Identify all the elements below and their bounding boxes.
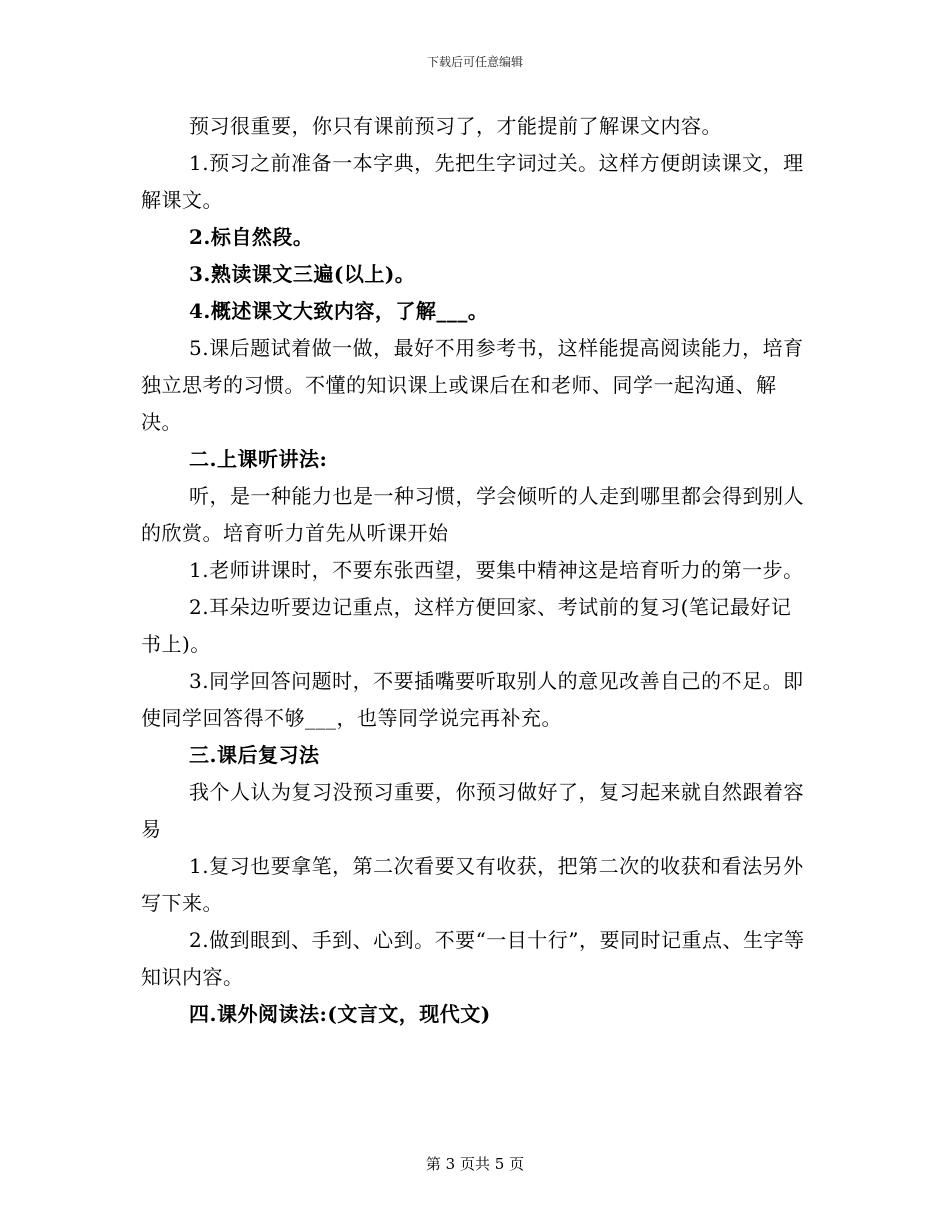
paragraph-preview-step-3: 3.熟读课文三遍(以上)。 [189,262,416,286]
page-header: 下载后可任意编辑 [426,55,523,69]
section-heading-review: 三.课后复习法 [189,743,320,767]
paragraph-review-intro: 我个人认为复习没预习重要，你预习做好了，复习起来就自然跟着容易 [141,780,804,841]
paragraph-listening-step-3: 3.同学回答问题时，不要插嘴要听取别人的意见改善自己的不足。即使同学回答得不够___，也等同学说完再补充。 [141,669,804,730]
paragraph-listening-step-2: 2.耳朵边听要边记重点，这样方便回家、考试前的复习(笔记最好记书上)。 [141,595,792,656]
paragraph-review-step-1: 1.复习也要拿笔，第二次看要又有收获，把第二次的收获和看法另外写下来。 [141,854,804,915]
paragraph-review-step-2: 2.做到眼到、手到、心到。不要“一目十行”，要同时记重点、生字等知识内容。 [141,928,805,989]
section-heading-listening: 二.上课听讲法: [189,447,328,471]
paragraph-preview-step-5: 5.课后题试着做一做，最好不用参考书，这样能提高阅读能力，培育独立思考的习惯。不懂的知识课上或课后在和老师、同学一起沟通、解决。 [141,336,804,434]
paragraph-preview-step-4: 4.概述课文大致内容，了解___。 [189,299,489,323]
paragraph-preview-step-2: 2.标自然段。 [189,225,314,249]
page-footer: 第 3 页共 5 页 [425,1155,525,1173]
section-heading-reading: 四.课外阅读法:(文言文，现代文) [189,1002,491,1026]
paragraph-listening-step-1: 1.老师讲课时，不要东张西望，要集中精神这是培育听力的第一步。 [189,558,804,582]
paragraph-intro: 预习很重要，你只有课前预习了，才能提前了解课文内容。 [189,114,722,138]
document-body [141,108,809,1033]
paragraph-preview-step-1: 1.预习之前准备一本字典，先把生字词过关。这样方便朗读课文，理解课文。 [141,151,804,212]
paragraph-listening-intro: 听，是一种能力也是一种习惯，学会倾听的人走到哪里都会得到别人的欣赏。培育听力首先从听课开始 [141,484,804,545]
